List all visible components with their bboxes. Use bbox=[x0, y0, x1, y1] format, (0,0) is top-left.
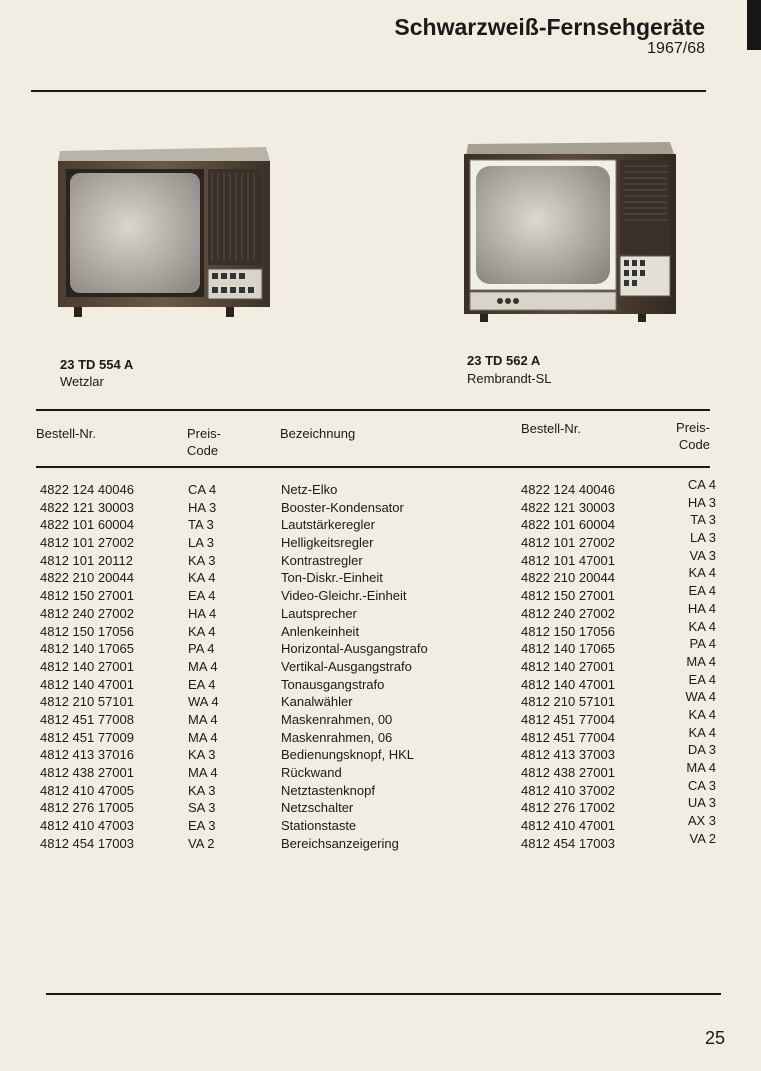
price-code-right: LA 3 bbox=[689, 530, 716, 546]
price-code-right: HA 3 bbox=[687, 494, 716, 510]
price-code-left: MA 4 bbox=[188, 729, 218, 745]
order-number-right: 4812 451 77004 bbox=[521, 711, 615, 727]
edge-tab-marker bbox=[747, 0, 761, 50]
order-number-right: 4812 150 27001 bbox=[521, 588, 615, 604]
price-code-left: KA 4 bbox=[188, 570, 216, 586]
order-number-left: 4812 150 17056 bbox=[40, 623, 134, 639]
part-description: Maskenrahmen, 06 bbox=[281, 729, 393, 745]
order-number-right: 4812 410 47001 bbox=[521, 818, 615, 834]
header-bezeichnung: Bezeichnung bbox=[280, 426, 356, 441]
order-number-left: 4812 240 27002 bbox=[40, 605, 134, 621]
price-code-left: KA 3 bbox=[188, 747, 216, 763]
part-description: Lautsprecher bbox=[281, 605, 357, 621]
price-code-left: EA 4 bbox=[188, 588, 216, 604]
price-code-right: KA 4 bbox=[688, 706, 716, 722]
price-code-left: PA 4 bbox=[188, 641, 215, 657]
header-preis-left-2: Code bbox=[187, 443, 219, 458]
order-number-left: 4812 101 27002 bbox=[40, 535, 134, 551]
part-description: Lautstärkeregler bbox=[281, 517, 375, 533]
page-number: 25 bbox=[704, 1028, 725, 1048]
order-number-right: 4812 451 77004 bbox=[521, 729, 615, 745]
bottom-rule bbox=[46, 993, 721, 995]
part-description: Maskenrahmen, 00 bbox=[281, 711, 393, 727]
part-description: Vertikal-Ausgangstrafo bbox=[281, 658, 412, 674]
tv-image-wetzlar bbox=[54, 145, 274, 320]
column-right-codes bbox=[685, 476, 716, 847]
model-name-2: Rembrandt-SL bbox=[467, 371, 552, 386]
part-description: Kanalwähler bbox=[281, 694, 353, 710]
order-number-left: 4812 150 27001 bbox=[40, 588, 134, 604]
order-number-left: 4812 140 17065 bbox=[40, 641, 134, 657]
order-number-right: 4812 438 27001 bbox=[521, 765, 615, 780]
price-code-left: HA 4 bbox=[188, 605, 217, 621]
price-code-right: PA 4 bbox=[689, 636, 716, 652]
order-number-left: 4822 101 60004 bbox=[40, 517, 134, 533]
price-code-right: KA 4 bbox=[688, 724, 716, 740]
page-title: Schwarzweiß-Fernsehgeräte bbox=[394, 14, 705, 40]
price-code-right: VA 2 bbox=[689, 830, 716, 846]
part-description: Ton-Diskr.-Einheit bbox=[281, 570, 383, 586]
part-description: Stationstaste bbox=[281, 818, 357, 834]
price-code-left: CA 4 bbox=[188, 482, 217, 497]
order-number-right: 4812 150 17056 bbox=[521, 623, 615, 639]
price-code-right: HA 4 bbox=[687, 600, 716, 616]
part-description: Tonausgangstrafo bbox=[281, 676, 385, 692]
part-description: Kontrastregler bbox=[281, 552, 363, 568]
price-code-left: WA 4 bbox=[188, 694, 219, 710]
part-description: Netztastenknopf bbox=[281, 782, 375, 798]
price-code-right: MA 4 bbox=[686, 653, 716, 669]
model-code-2: 23 TD 562 A bbox=[467, 353, 541, 368]
order-number-left: 4822 124 40046 bbox=[40, 482, 134, 497]
model-code-1: 23 TD 554 A bbox=[60, 357, 134, 372]
part-description: Video-Gleichr.-Einheit bbox=[281, 588, 407, 604]
price-code-right: CA 3 bbox=[687, 777, 716, 793]
price-code-right: WA 4 bbox=[685, 689, 716, 705]
price-code-right: KA 4 bbox=[688, 565, 716, 581]
part-description: Netzschalter bbox=[281, 800, 354, 816]
price-code-left: EA 3 bbox=[188, 818, 216, 834]
price-code-left: EA 4 bbox=[188, 676, 216, 692]
order-number-right: 4812 210 57101 bbox=[521, 694, 615, 710]
header-bestell-left: Bestell-Nr. bbox=[36, 426, 96, 441]
column-descriptions bbox=[281, 481, 428, 852]
price-code-right: KA 4 bbox=[688, 618, 716, 634]
price-code-right: DA 3 bbox=[687, 742, 716, 758]
model-name-1: Wetzlar bbox=[60, 374, 104, 389]
part-description: Bedienungsknopf, HKL bbox=[281, 747, 414, 763]
order-number-left: 4812 438 27001 bbox=[40, 765, 134, 780]
price-code-left: MA 4 bbox=[188, 658, 218, 674]
order-number-right: 4812 101 27002 bbox=[521, 535, 615, 551]
part-description: Netz-Elko bbox=[281, 482, 338, 497]
order-number-left: 4812 454 17003 bbox=[40, 835, 134, 851]
order-number-left: 4822 210 20044 bbox=[40, 570, 134, 586]
price-code-left: KA 3 bbox=[188, 552, 216, 568]
order-number-left: 4812 140 27001 bbox=[40, 658, 134, 674]
order-number-right: 4812 140 27001 bbox=[521, 658, 615, 674]
part-description: Anlenkeinheit bbox=[281, 623, 360, 639]
order-number-right: 4812 101 47001 bbox=[521, 552, 615, 568]
order-number-right: 4812 276 17002 bbox=[521, 800, 615, 816]
header-bestell-right: Bestell-Nr. bbox=[521, 421, 581, 436]
order-number-right: 4812 240 27002 bbox=[521, 605, 615, 621]
order-number-left: 4812 451 77008 bbox=[40, 711, 134, 727]
price-code-left: MA 4 bbox=[188, 765, 218, 780]
column-right-numbers bbox=[521, 481, 615, 852]
price-code-right: AX 3 bbox=[687, 813, 716, 829]
order-number-right: 4822 101 60004 bbox=[521, 517, 615, 533]
order-number-right: 4812 140 17065 bbox=[521, 641, 615, 657]
order-number-right: 4812 140 47001 bbox=[521, 676, 615, 692]
order-number-left: 4822 121 30003 bbox=[40, 499, 134, 515]
order-number-right: 4822 124 40046 bbox=[521, 482, 615, 497]
price-code-right: CA 4 bbox=[687, 477, 716, 492]
table-top-rule bbox=[36, 409, 710, 411]
part-description: Rückwand bbox=[281, 765, 342, 780]
price-code-right: MA 4 bbox=[686, 760, 716, 775]
price-code-right: EA 4 bbox=[688, 583, 716, 599]
top-rule bbox=[31, 90, 706, 92]
part-description: Bereichsanzeigering bbox=[281, 835, 399, 851]
price-code-left: SA 3 bbox=[188, 800, 216, 816]
order-number-left: 4812 413 37016 bbox=[40, 747, 134, 763]
price-code-left: LA 3 bbox=[188, 535, 215, 551]
header-preis-left-1: Preis- bbox=[187, 426, 221, 441]
part-description: Booster-Kondensator bbox=[281, 499, 404, 515]
price-code-left: HA 3 bbox=[188, 499, 217, 515]
order-number-left: 4812 210 57101 bbox=[40, 694, 134, 710]
order-number-right: 4822 210 20044 bbox=[521, 570, 615, 586]
column-left-codes bbox=[188, 481, 219, 852]
header-preis-right-2: Code bbox=[678, 437, 710, 452]
column-left-numbers bbox=[40, 481, 134, 852]
order-number-left: 4812 451 77009 bbox=[40, 729, 134, 745]
page-subtitle: 1967/68 bbox=[647, 40, 705, 57]
order-number-right: 4812 454 17003 bbox=[521, 835, 615, 851]
price-code-left: KA 4 bbox=[188, 623, 216, 639]
part-description: Helligkeitsregler bbox=[281, 535, 374, 551]
order-number-right: 4812 410 37002 bbox=[521, 782, 615, 798]
price-code-left: TA 3 bbox=[188, 517, 214, 533]
order-number-right: 4822 121 30003 bbox=[521, 499, 615, 515]
tv-image-rembrandt bbox=[460, 140, 680, 325]
price-code-right: VA 3 bbox=[689, 547, 716, 563]
part-description: Horizontal-Ausgangstrafo bbox=[281, 641, 428, 657]
order-number-left: 4812 410 47005 bbox=[40, 782, 134, 798]
price-code-right: EA 4 bbox=[688, 671, 716, 687]
price-code-left: KA 3 bbox=[188, 782, 216, 798]
price-code-left: MA 4 bbox=[188, 711, 218, 727]
price-code-right: UA 3 bbox=[687, 795, 716, 811]
price-code-left: VA 2 bbox=[188, 835, 215, 851]
order-number-left: 4812 276 17005 bbox=[40, 800, 134, 816]
table-header-rule bbox=[36, 466, 710, 468]
order-number-left: 4812 410 47003 bbox=[40, 818, 134, 834]
header-preis-right-1: Preis- bbox=[676, 420, 710, 435]
order-number-left: 4812 101 20112 bbox=[40, 552, 134, 568]
order-number-right: 4812 413 37003 bbox=[521, 747, 615, 763]
order-number-left: 4812 140 47001 bbox=[40, 676, 134, 692]
price-code-right: TA 3 bbox=[690, 512, 716, 528]
